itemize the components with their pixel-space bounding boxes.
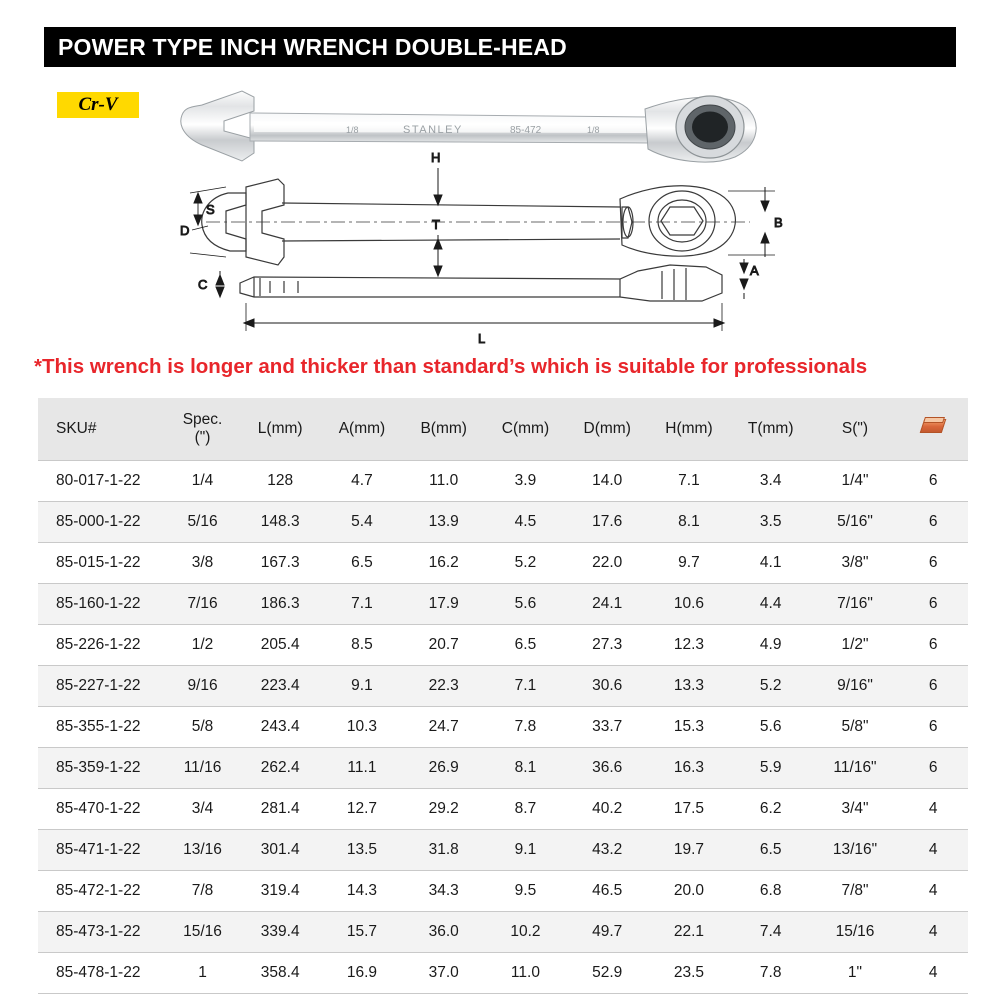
cell-spec: 1/2 [166, 624, 240, 665]
cell-b: 20.7 [403, 624, 485, 665]
cell-c: 8.7 [485, 788, 567, 829]
cell-h: 23.5 [648, 952, 730, 993]
cell-l: 358.4 [239, 952, 321, 993]
cell-spec: 13/16 [166, 829, 240, 870]
cell-t: 7.8 [730, 952, 812, 993]
column-header-d: D(mm) [566, 398, 648, 460]
table-row [38, 624, 968, 665]
cell-a: 11.1 [321, 747, 403, 788]
cell-b: 11.0 [403, 460, 485, 501]
column-header-spec [166, 398, 240, 460]
cell-s: 3/4" [812, 788, 899, 829]
cell-c: 7.1 [485, 665, 567, 706]
cell-sku: 85-359-1-22 [38, 747, 166, 788]
cell-b: 26.9 [403, 747, 485, 788]
page-title-bar [44, 27, 956, 67]
table-row [38, 583, 968, 624]
cell-s: 5/8" [812, 706, 899, 747]
cell-sku: 85-000-1-22 [38, 501, 166, 542]
table-row [38, 665, 968, 706]
cell-h: 20.0 [648, 870, 730, 911]
cell-pack: 6 [898, 583, 968, 624]
cell-h: 15.3 [648, 706, 730, 747]
cell-a: 7.1 [321, 583, 403, 624]
cell-spec: 3/4 [166, 788, 240, 829]
cell-d: 43.2 [566, 829, 648, 870]
table-row [38, 460, 968, 501]
table-row [38, 829, 968, 870]
cell-b: 37.0 [403, 952, 485, 993]
cell-s: 3/8" [812, 542, 899, 583]
cell-h: 17.5 [648, 788, 730, 829]
cell-t: 6.2 [730, 788, 812, 829]
cell-d: 33.7 [566, 706, 648, 747]
cell-t: 5.6 [730, 706, 812, 747]
cell-d: 36.6 [566, 747, 648, 788]
cell-sku: 85-226-1-22 [38, 624, 166, 665]
cell-b: 22.3 [403, 665, 485, 706]
cell-l: 281.4 [239, 788, 321, 829]
dim-label-s: S [206, 202, 215, 217]
cell-t: 6.5 [730, 829, 812, 870]
wrench-illustration [150, 75, 940, 350]
column-header-spec-line1: Spec. [182, 410, 223, 428]
cell-d: 17.6 [566, 501, 648, 542]
cell-c: 10.2 [485, 911, 567, 952]
cell-a: 13.5 [321, 829, 403, 870]
cell-t: 3.5 [730, 501, 812, 542]
cell-c: 6.5 [485, 624, 567, 665]
cell-s: 7/8" [812, 870, 899, 911]
cell-pack: 4 [898, 870, 968, 911]
table-row [38, 911, 968, 952]
cell-c: 7.8 [485, 706, 567, 747]
cell-pack: 6 [898, 460, 968, 501]
cell-l: 223.4 [239, 665, 321, 706]
cell-s: 1/2" [812, 624, 899, 665]
cell-h: 8.1 [648, 501, 730, 542]
cell-sku: 85-478-1-22 [38, 952, 166, 993]
cell-l: 262.4 [239, 747, 321, 788]
stamp-part: 85-472 [510, 125, 542, 136]
cell-pack: 4 [898, 788, 968, 829]
cell-h: 10.6 [648, 583, 730, 624]
cell-b: 34.3 [403, 870, 485, 911]
cell-c: 4.5 [485, 501, 567, 542]
cell-c: 5.6 [485, 583, 567, 624]
cell-b: 29.2 [403, 788, 485, 829]
cell-t: 3.4 [730, 460, 812, 501]
material-badge-label: Cr-V [78, 94, 118, 115]
cell-pack: 6 [898, 706, 968, 747]
column-header-l: L(mm) [239, 398, 321, 460]
material-badge [57, 92, 139, 118]
stamp-size-left: 1/8 [346, 125, 359, 135]
cell-a: 16.9 [321, 952, 403, 993]
cell-d: 40.2 [566, 788, 648, 829]
column-header-t: T(mm) [730, 398, 812, 460]
cell-t: 5.2 [730, 665, 812, 706]
cell-b: 17.9 [403, 583, 485, 624]
cell-sku: 85-473-1-22 [38, 911, 166, 952]
cell-sku: 85-015-1-22 [38, 542, 166, 583]
column-header-sku: SKU# [38, 398, 166, 460]
cell-s: 7/16" [812, 583, 899, 624]
dim-label-b: B [774, 215, 783, 230]
spec-table-body [38, 460, 968, 993]
cell-a: 15.7 [321, 911, 403, 952]
cell-s: 9/16" [812, 665, 899, 706]
cell-sku: 80-017-1-22 [38, 460, 166, 501]
cell-t: 6.8 [730, 870, 812, 911]
cell-c: 8.1 [485, 747, 567, 788]
cell-a: 12.7 [321, 788, 403, 829]
cell-a: 5.4 [321, 501, 403, 542]
spec-table [38, 398, 968, 994]
cell-l: 301.4 [239, 829, 321, 870]
cell-l: 148.3 [239, 501, 321, 542]
cell-spec: 7/16 [166, 583, 240, 624]
cell-d: 24.1 [566, 583, 648, 624]
stamp-brand: STANLEY [403, 124, 463, 136]
cell-c: 3.9 [485, 460, 567, 501]
wrench-photo [181, 91, 756, 162]
table-row [38, 747, 968, 788]
cell-pack: 6 [898, 665, 968, 706]
cell-d: 14.0 [566, 460, 648, 501]
table-row [38, 542, 968, 583]
cell-b: 13.9 [403, 501, 485, 542]
cell-d: 27.3 [566, 624, 648, 665]
table-header-row [38, 398, 968, 460]
stamp-size-right: 1/8 [587, 125, 600, 135]
cell-s: 15/16 [812, 911, 899, 952]
cell-spec: 5/16 [166, 501, 240, 542]
cell-l: 186.3 [239, 583, 321, 624]
cell-sku: 85-471-1-22 [38, 829, 166, 870]
cell-spec: 7/8 [166, 870, 240, 911]
cell-s: 1/4" [812, 460, 899, 501]
cell-pack: 6 [898, 542, 968, 583]
cell-spec: 1/4 [166, 460, 240, 501]
cell-spec: 11/16 [166, 747, 240, 788]
cell-spec: 1 [166, 952, 240, 993]
column-header-c: C(mm) [485, 398, 567, 460]
cell-spec: 5/8 [166, 706, 240, 747]
cell-sku: 85-470-1-22 [38, 788, 166, 829]
cell-d: 49.7 [566, 911, 648, 952]
dim-label-a: A [750, 263, 759, 278]
cell-pack: 6 [898, 501, 968, 542]
column-header-s: S(") [812, 398, 899, 460]
cell-a: 8.5 [321, 624, 403, 665]
cell-h: 13.3 [648, 665, 730, 706]
dim-label-c: C [198, 277, 208, 292]
cell-pack: 6 [898, 624, 968, 665]
cell-t: 4.1 [730, 542, 812, 583]
cell-s: 13/16" [812, 829, 899, 870]
cell-a: 14.3 [321, 870, 403, 911]
column-header-pack [898, 398, 968, 460]
cell-h: 22.1 [648, 911, 730, 952]
table-row [38, 706, 968, 747]
table-row [38, 788, 968, 829]
cell-c: 9.5 [485, 870, 567, 911]
cell-l: 339.4 [239, 911, 321, 952]
cell-a: 9.1 [321, 665, 403, 706]
cell-a: 6.5 [321, 542, 403, 583]
cell-spec: 3/8 [166, 542, 240, 583]
cell-d: 22.0 [566, 542, 648, 583]
column-header-a: A(mm) [321, 398, 403, 460]
cell-sku: 85-472-1-22 [38, 870, 166, 911]
cell-sku: 85-355-1-22 [38, 706, 166, 747]
dim-label-l: L [478, 331, 486, 346]
cell-d: 46.5 [566, 870, 648, 911]
cell-b: 16.2 [403, 542, 485, 583]
dim-label-h: H [431, 150, 441, 165]
cell-pack: 4 [898, 952, 968, 993]
cell-s: 5/16" [812, 501, 899, 542]
cell-b: 24.7 [403, 706, 485, 747]
dim-label-t: T [432, 217, 440, 232]
page-title: POWER TYPE INCH WRENCH DOUBLE-HEAD [58, 33, 567, 60]
cell-c: 11.0 [485, 952, 567, 993]
table-row [38, 952, 968, 993]
cell-d: 52.9 [566, 952, 648, 993]
cell-a: 4.7 [321, 460, 403, 501]
cell-sku: 85-227-1-22 [38, 665, 166, 706]
column-header-h: H(mm) [648, 398, 730, 460]
cell-spec: 15/16 [166, 911, 240, 952]
cell-b: 36.0 [403, 911, 485, 952]
cell-h: 12.3 [648, 624, 730, 665]
cell-b: 31.8 [403, 829, 485, 870]
cell-c: 5.2 [485, 542, 567, 583]
cell-l: 319.4 [239, 870, 321, 911]
spec-table-wrapper [38, 398, 968, 994]
cell-l: 167.3 [239, 542, 321, 583]
cell-sku: 85-160-1-22 [38, 583, 166, 624]
cell-l: 128 [239, 460, 321, 501]
cell-h: 7.1 [648, 460, 730, 501]
cell-pack: 6 [898, 747, 968, 788]
product-note: *This wrench is longer and thicker than standard’s which is suitable for professionals [34, 355, 868, 378]
column-header-b: B(mm) [403, 398, 485, 460]
column-header-spec-line2: (") [194, 428, 211, 446]
cell-t: 7.4 [730, 911, 812, 952]
cell-s: 11/16" [812, 747, 899, 788]
cell-l: 205.4 [239, 624, 321, 665]
dim-label-d: D [180, 223, 190, 238]
package-box-icon [920, 417, 946, 435]
cell-t: 4.9 [730, 624, 812, 665]
wrench-top-view [202, 179, 750, 265]
wrench-side-view [240, 265, 722, 301]
cell-t: 5.9 [730, 747, 812, 788]
cell-spec: 9/16 [166, 665, 240, 706]
cell-l: 243.4 [239, 706, 321, 747]
cell-h: 19.7 [648, 829, 730, 870]
cell-t: 4.4 [730, 583, 812, 624]
cell-c: 9.1 [485, 829, 567, 870]
cell-pack: 4 [898, 829, 968, 870]
cell-pack: 4 [898, 911, 968, 952]
cell-a: 10.3 [321, 706, 403, 747]
table-row [38, 501, 968, 542]
cell-d: 30.6 [566, 665, 648, 706]
cell-s: 1" [812, 952, 899, 993]
table-row [38, 870, 968, 911]
cell-h: 16.3 [648, 747, 730, 788]
cell-h: 9.7 [648, 542, 730, 583]
